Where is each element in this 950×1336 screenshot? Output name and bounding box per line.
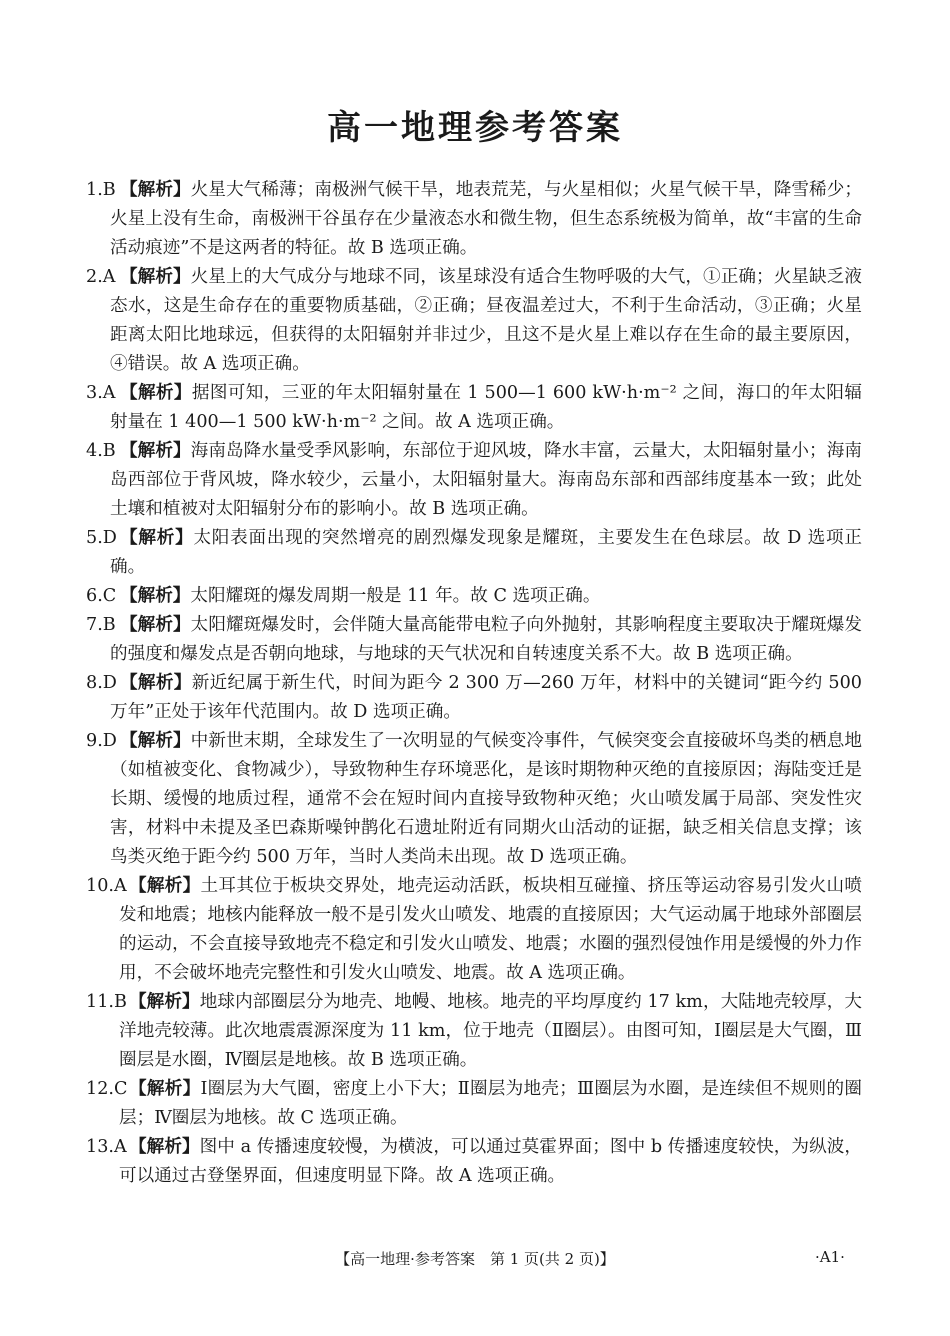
answer-number: 5.D: [86, 528, 117, 548]
answer-text: 火星大气稀薄；南极洲气候干旱，地表荒芜，与火星相似；火星气候干旱，降雪稀少；火星上没有生命，南极洲干谷虽存在少量液态水和微生物，但生态系统极为简单，故“丰富的生命活动痕迹”不是这两者的特征。故 B 选项正确。: [110, 180, 862, 258]
answer-number: 6.C: [86, 586, 117, 606]
answer-item-7: [86, 611, 862, 669]
answer-text: 新近纪属于新生代，时间为距今 2 300 万—260 万年，材料中的关键词“距今约 500 万年”正处于该年代范围内。故 D 选项正确。: [110, 673, 862, 722]
answer-text: 中新世末期，全球发生了一次明显的气候变冷事件，气候突变会直接破坏鸟类的栖息地（如植被变化、食物减少），导致物种生存环境恶化，是该时期物种灭绝的直接原因；海陆变迁是长期、缓慢的地质过程，通常不会在短时间内直接导致物种灭绝；火山喷发属于局部、突发性灾害，材料中未提及圣巴森斯噪钟鹊化石遗址附近有同期火山活动的证据，缺乏相关信息支撑；该鸟类灭绝于距今约 500 万年，当时人类尚未出现。故 D 选项正确。: [110, 731, 862, 867]
answer-item-12: [86, 1075, 862, 1133]
analysis-tag: 【解析】: [120, 441, 191, 461]
answer-text: 据图可知，三亚的年太阳辐射量在 1 500—1 600 kW·h·m⁻² 之间，海口的年太阳辐射量在 1 400—1 500 kW·h·m⁻² 之间。故 A 选项正确。: [110, 383, 862, 432]
answer-list: [86, 176, 862, 1191]
answer-item-10: [86, 872, 862, 988]
page-footer: 【高一地理·参考答案 第 1 页(共 2 页)】: [335, 1250, 615, 1268]
page-code: ·A1·: [815, 1248, 845, 1266]
answer-number: 4.B: [86, 441, 116, 461]
analysis-tag: 【解析】: [120, 383, 192, 403]
answer-item-6: [86, 582, 862, 611]
analysis-tag: 【解析】: [129, 1137, 200, 1157]
answer-number: 12.C: [86, 1079, 128, 1099]
answer-item-8: [86, 669, 862, 727]
answer-number: 2.A: [86, 267, 116, 287]
answer-number: 1.B: [86, 180, 116, 200]
answer-item-3: [86, 379, 862, 437]
answer-number: 10.A: [86, 876, 127, 896]
answer-item-1: [86, 176, 862, 263]
answer-number: 9.D: [86, 731, 117, 751]
analysis-tag: 【解析】: [120, 267, 191, 287]
answer-text: 太阳耀斑爆发时，会伴随大量高能带电粒子向外抛射，其影响程度主要取决于耀斑爆发的强度和爆发点是否朝向地球，与地球的天气状况和自转速度关系不大。故 B 选项正确。: [110, 615, 862, 664]
analysis-tag: 【解析】: [129, 1079, 201, 1099]
analysis-tag: 【解析】: [120, 673, 192, 693]
answer-number: 3.A: [86, 383, 116, 403]
answer-number: 11.B: [86, 992, 127, 1012]
analysis-tag: 【解析】: [120, 615, 191, 635]
answer-number: 8.D: [86, 673, 117, 693]
analysis-tag: 【解析】: [120, 731, 191, 751]
answer-text: 土耳其位于板块交界处，地壳运动活跃，板块相互碰撞、挤压等运动容易引发火山喷发和地震；地核内能释放一般不是引发火山喷发、地震的直接原因；大气运动属于地球外部圈层的运动，不会直接导致地壳不稳定和引发火山喷发、地震；水圈的强烈侵蚀作用是缓慢的外力作用，不会破坏地壳完整性和引发火山喷发、地震。故 A 选项正确。: [119, 876, 862, 983]
answer-text: 太阳耀斑的爆发周期一般是 11 年。故 C 选项正确。: [190, 586, 601, 606]
analysis-tag: 【解析】: [120, 180, 191, 200]
answer-text: 太阳表面出现的突然增亮的剧烈爆发现象是耀斑，主要发生在色球层。故 D 选项正确。: [110, 528, 862, 577]
answer-number: 7.B: [86, 615, 116, 635]
answer-item-2: [86, 263, 862, 379]
answer-text: 海南岛降水量受季风影响，东部位于迎风坡，降水丰富，云量大，太阳辐射量小；海南岛西部位于背风坡，降水较少，云量小，太阳辐射量大。海南岛东部和西部纬度基本一致；此处土壤和植被对太阳辐射分布的影响小。故 B 选项正确。: [110, 441, 862, 519]
analysis-tag: 【解析】: [129, 992, 200, 1012]
analysis-tag: 【解析】: [120, 586, 191, 606]
answer-item-5: [86, 524, 862, 582]
page-title: 高一地理参考答案: [327, 108, 623, 148]
answer-text: 图中 a 传播速度较慢，为横波，可以通过莫霍界面；图中 b 传播速度较快，为纵波，可以通过古登堡界面，但速度明显下降。故 A 选项正确。: [119, 1137, 862, 1186]
analysis-tag: 【解析】: [129, 876, 201, 896]
answer-text: Ⅰ圈层为大气圈，密度上小下大；Ⅱ圈层为地壳；Ⅲ圈层为水圈，是连续但不规则的圈层；Ⅳ圈层为地核。故 C 选项正确。: [119, 1079, 862, 1128]
answer-item-9: [86, 727, 862, 872]
answer-number: 13.A: [86, 1137, 127, 1157]
answer-item-4: [86, 437, 862, 524]
answer-item-13: [86, 1133, 862, 1191]
answer-text: 地球内部圈层分为地壳、地幔、地核。地壳的平均厚度约 17 km，大陆地壳较厚，大洋地壳较薄。此次地震震源深度为 11 km，位于地壳（Ⅱ圈层）。由图可知，Ⅰ圈层是大气圈，Ⅲ圈层是水圈，Ⅳ圈层是地核。故 B 选项正确。: [119, 992, 862, 1070]
analysis-tag: 【解析】: [120, 528, 194, 548]
answer-item-11: [86, 988, 862, 1075]
answer-text: 火星上的大气成分与地球不同，该星球没有适合生物呼吸的大气，①正确；火星缺乏液态水，这是生命存在的重要物质基础，②正确；昼夜温差过大，不利于生命活动，③正确；火星距离太阳比地球远，但获得的太阳辐射并非过少，且这不是火星上难以存在生命的最主要原因，④错误。故 A 选项正确。: [110, 267, 862, 374]
